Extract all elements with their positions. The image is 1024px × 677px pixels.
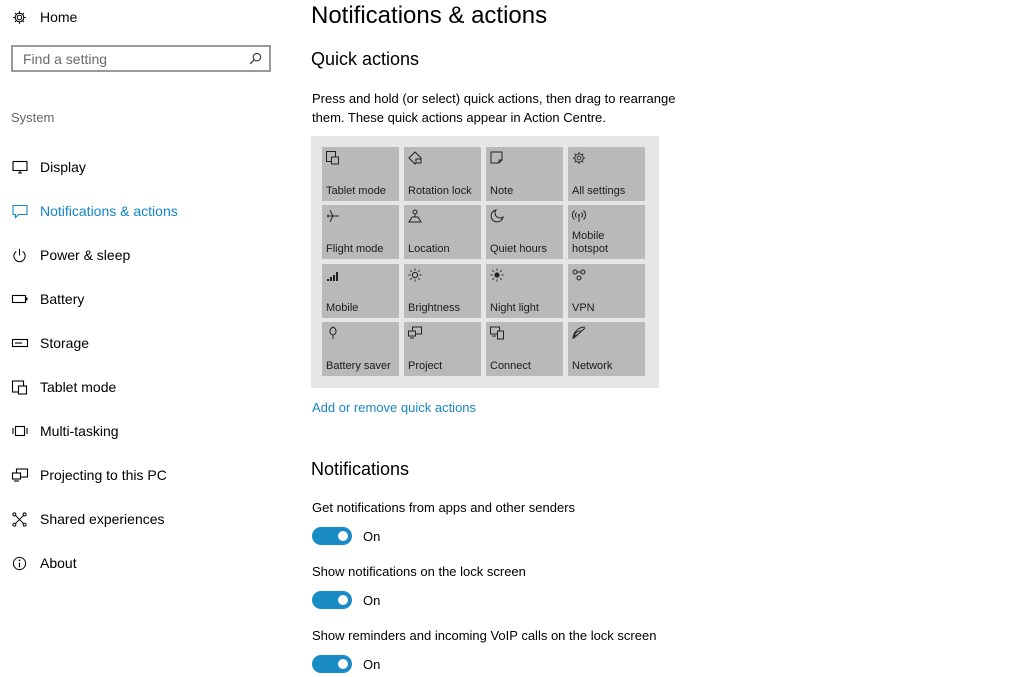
lock-screen-notifications-toggle[interactable] xyxy=(312,591,352,609)
battery-saver-icon xyxy=(326,326,340,340)
search-input[interactable] xyxy=(13,47,241,70)
moon-icon xyxy=(490,209,504,223)
reminders-voip-toggle[interactable] xyxy=(312,655,352,673)
toggle-row-app-notifications xyxy=(312,527,380,545)
hotspot-icon xyxy=(572,209,586,223)
toggle-row-lock-screen-notifications xyxy=(312,591,380,609)
sidebar-item-label: Shared experiences xyxy=(40,510,165,527)
location-icon xyxy=(408,209,422,223)
toggle-state-label: On xyxy=(363,656,381,672)
project-icon xyxy=(408,326,422,340)
tile-label: Flight mode xyxy=(326,243,384,255)
tile-label: Tablet mode xyxy=(326,185,386,197)
toggle-knob xyxy=(338,531,348,541)
setting-label-reminders-voip: Show reminders and incoming VoIP calls on the lock screen xyxy=(312,628,657,643)
sidebar-item-label: Tablet mode xyxy=(40,378,117,395)
toggle-knob xyxy=(338,659,348,669)
tile-label: Mobile xyxy=(326,302,359,314)
airplane-icon xyxy=(326,209,340,223)
sidebar-item-notifications[interactable] xyxy=(0,189,290,233)
quick-action-network[interactable] xyxy=(568,322,645,376)
quick-action-tablet-mode[interactable] xyxy=(322,147,399,201)
quick-action-battery-saver[interactable] xyxy=(322,322,399,376)
quick-action-project[interactable] xyxy=(404,322,481,376)
section-label-system: System xyxy=(11,110,55,125)
sidebar-item-label: Battery xyxy=(40,290,85,307)
quick-action-night-light[interactable] xyxy=(486,264,563,318)
search-icon[interactable] xyxy=(241,52,269,65)
quick-action-mobile-hotspot[interactable] xyxy=(568,205,645,259)
sidebar-item-label: Projecting to this PC xyxy=(40,466,167,483)
sidebar-item-battery[interactable] xyxy=(0,277,290,321)
toggle-state-label: On xyxy=(363,528,381,544)
sidebar-item-shared-experiences[interactable] xyxy=(0,497,290,541)
about-icon xyxy=(11,555,28,572)
sidebar-item-tablet-mode[interactable] xyxy=(0,365,290,409)
home-link[interactable] xyxy=(11,7,77,27)
network-icon xyxy=(572,326,586,340)
sidebar-item-label: Storage xyxy=(40,334,90,351)
projecting-icon xyxy=(11,467,28,484)
tile-label: Location xyxy=(408,243,450,255)
quick-action-brightness[interactable] xyxy=(404,264,481,318)
search-box[interactable] xyxy=(11,45,271,72)
sidebar-item-storage[interactable] xyxy=(0,321,290,365)
sun-icon xyxy=(408,268,422,282)
home-label: Home xyxy=(40,8,78,25)
sidebar-nav xyxy=(0,145,290,585)
signal-bars-icon xyxy=(326,268,340,282)
quick-action-flight-mode[interactable] xyxy=(322,205,399,259)
tablet-mode-icon xyxy=(326,151,340,165)
sidebar-item-label: About xyxy=(40,554,77,571)
storage-icon xyxy=(11,335,28,352)
tile-label: Night light xyxy=(490,302,539,314)
multitasking-icon xyxy=(11,423,28,440)
quick-action-connect[interactable] xyxy=(486,322,563,376)
toggle-state-label: On xyxy=(363,592,381,608)
connect-icon xyxy=(490,326,504,340)
quick-actions-heading: Quick actions xyxy=(311,49,420,69)
tile-label: Note xyxy=(490,185,514,197)
tablet-mode-icon xyxy=(11,379,28,396)
sidebar-item-projecting[interactable] xyxy=(0,453,290,497)
sidebar-item-power-sleep[interactable] xyxy=(0,233,290,277)
quick-action-vpn[interactable] xyxy=(568,264,645,318)
setting-label-app-notifications: Get notifications from apps and other senders xyxy=(312,500,576,515)
quick-actions-description: Press and hold (or select) quick actions, then drag to rearrange them. These quick actions appear in Action Centre. xyxy=(312,91,676,125)
quick-action-note[interactable] xyxy=(486,147,563,201)
quick-action-rotation-lock[interactable] xyxy=(404,147,481,201)
tile-label: Network xyxy=(572,360,613,372)
rotation-lock-icon xyxy=(408,151,422,165)
add-remove-quick-actions-link[interactable]: Add or remove quick actions xyxy=(312,400,477,415)
vpn-icon xyxy=(572,268,586,282)
setting-label-lock-screen-notifications: Show notifications on the lock screen xyxy=(312,564,526,579)
toggle-knob xyxy=(338,595,348,605)
tile-label: Project xyxy=(408,360,443,372)
note-icon xyxy=(490,151,504,165)
toggle-row-reminders-voip xyxy=(312,655,380,673)
quick-actions-grid xyxy=(311,136,659,388)
quick-action-quiet-hours[interactable] xyxy=(486,205,563,259)
display-icon xyxy=(11,159,28,176)
sidebar-item-multitasking[interactable] xyxy=(0,409,290,453)
tile-label: Connect xyxy=(490,360,531,372)
app-notifications-toggle[interactable] xyxy=(312,527,352,545)
sidebar-item-label: Power & sleep xyxy=(40,246,131,263)
tile-label: All settings xyxy=(572,185,626,197)
quick-action-all-settings[interactable] xyxy=(568,147,645,201)
night-light-icon xyxy=(490,268,504,282)
shared-experiences-icon xyxy=(11,511,28,528)
sidebar xyxy=(0,0,290,677)
battery-icon xyxy=(11,291,28,308)
power-icon xyxy=(11,247,28,264)
tile-label: Quiet hours xyxy=(490,243,547,255)
page-title: Notifications & actions xyxy=(311,2,548,29)
sidebar-item-about[interactable] xyxy=(0,541,290,585)
sidebar-item-label: Multi-tasking xyxy=(40,422,119,439)
tile-label: Battery saver xyxy=(326,360,391,372)
sidebar-item-label: Notifications & actions xyxy=(40,202,178,219)
quick-action-mobile[interactable] xyxy=(322,264,399,318)
tile-label: VPN xyxy=(572,302,595,314)
notifications-icon xyxy=(11,203,28,220)
sidebar-item-label: Display xyxy=(40,158,86,175)
notifications-heading: Notifications xyxy=(311,459,410,479)
gear-icon xyxy=(11,9,27,25)
gear-icon xyxy=(572,151,586,165)
tile-label: Brightness xyxy=(408,302,460,314)
tile-label: Mobile hotspot xyxy=(572,230,609,255)
sidebar-item-display[interactable] xyxy=(0,145,290,189)
quick-action-location[interactable] xyxy=(404,205,481,259)
tile-label: Rotation lock xyxy=(408,185,472,197)
